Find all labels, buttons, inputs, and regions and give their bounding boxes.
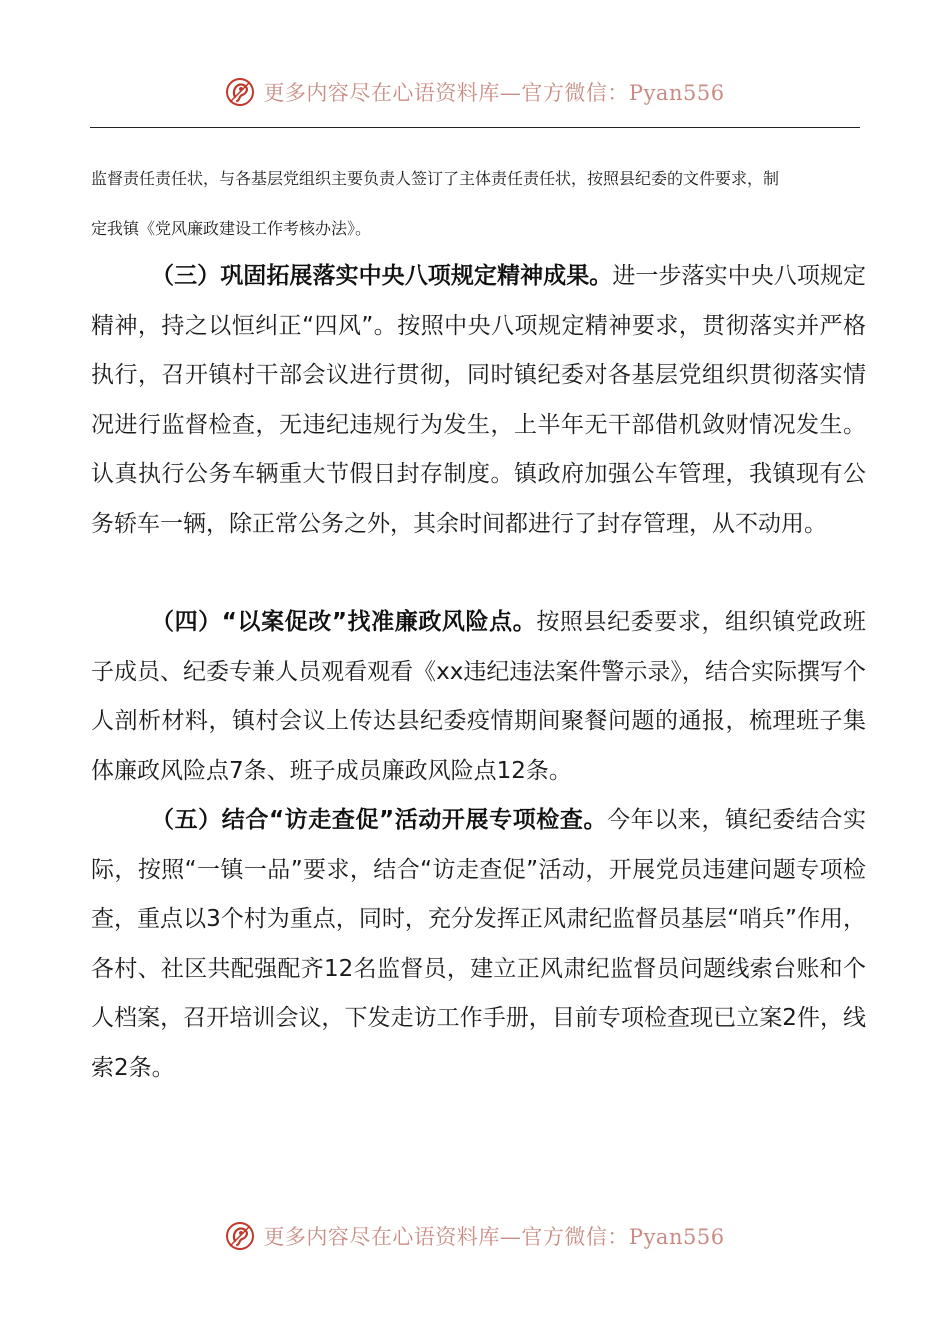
continuation-line-1: 监督责任责任状，与各基层党组织主要负责人签订了主体责任责任状，按照县纪委的文件要求，制: [91, 169, 780, 188]
section-3-heading: （三）巩固拓展落实中央八项规定精神成果。: [151, 263, 613, 289]
ear-logo-icon: [225, 77, 255, 107]
continuation-line-2: 定我镇《党风廉政建设工作考核办法》。: [91, 219, 372, 238]
footer-watermark: [0, 1216, 950, 1256]
header-watermark: [0, 72, 950, 112]
section-4-paragraph: [91, 598, 866, 796]
section-5-body: 今年以来，镇纪委结合实际，按照“一镇一品”要求，结合“访走查促”活动，开展党员违建问题专项检查，重点以3个村为重点，同时，充分发挥正风肃纪监督员基层“哨兵”作用，各村、社区共配强配齐12名监督员，建立正风肃纪监督员问题线索台账和个人档案，召开培训会议，下发走访工作手册，目前专项检查现已立案2件，线索2条。: [91, 807, 867, 1081]
section-5-paragraph: [91, 796, 866, 1093]
section-3-paragraph: [91, 252, 866, 549]
header-watermark-text: 更多内容尽在心语资料库—官方微信：Pyan556: [263, 81, 725, 105]
ear-logo-icon: [225, 1221, 255, 1251]
section-5-heading: （五）结合“访走查促”活动开展专项检查。: [151, 807, 608, 833]
section-4-body: 按照县纪委要求，组织镇党政班子成员、纪委专兼人员观看观看《xx违纪违法案件警示录》，结合实际撰写个人剖析材料，镇村会议上传达县纪委疫情期间聚餐问题的通报，梳理班子集体廉政风险点7条、班子成员廉政风险点12条。: [91, 609, 867, 784]
header-divider: [90, 127, 860, 128]
footer-watermark-text: 更多内容尽在心语资料库—官方微信：Pyan556: [263, 1225, 725, 1249]
section-3-body: 进一步落实中央八项规定精神，持之以恒纠正“四风”。按照中央八项规定精神要求，贯彻落实并严格执行，召开镇村干部会议进行贯彻，同时镇纪委对各基层党组织贯彻落实情况进行监督检查，无违纪违规行为发生，上半年无干部借机敛财情况发生。认真执行公务车辆重大节假日封存制度。镇政府加强公车管理，我镇现有公务轿车一辆，除正常公务之外，其余时间都进行了封存管理，从不动用。: [91, 263, 867, 537]
section-4-heading: （四）“以案促改”找准廉政风险点。: [151, 609, 537, 635]
